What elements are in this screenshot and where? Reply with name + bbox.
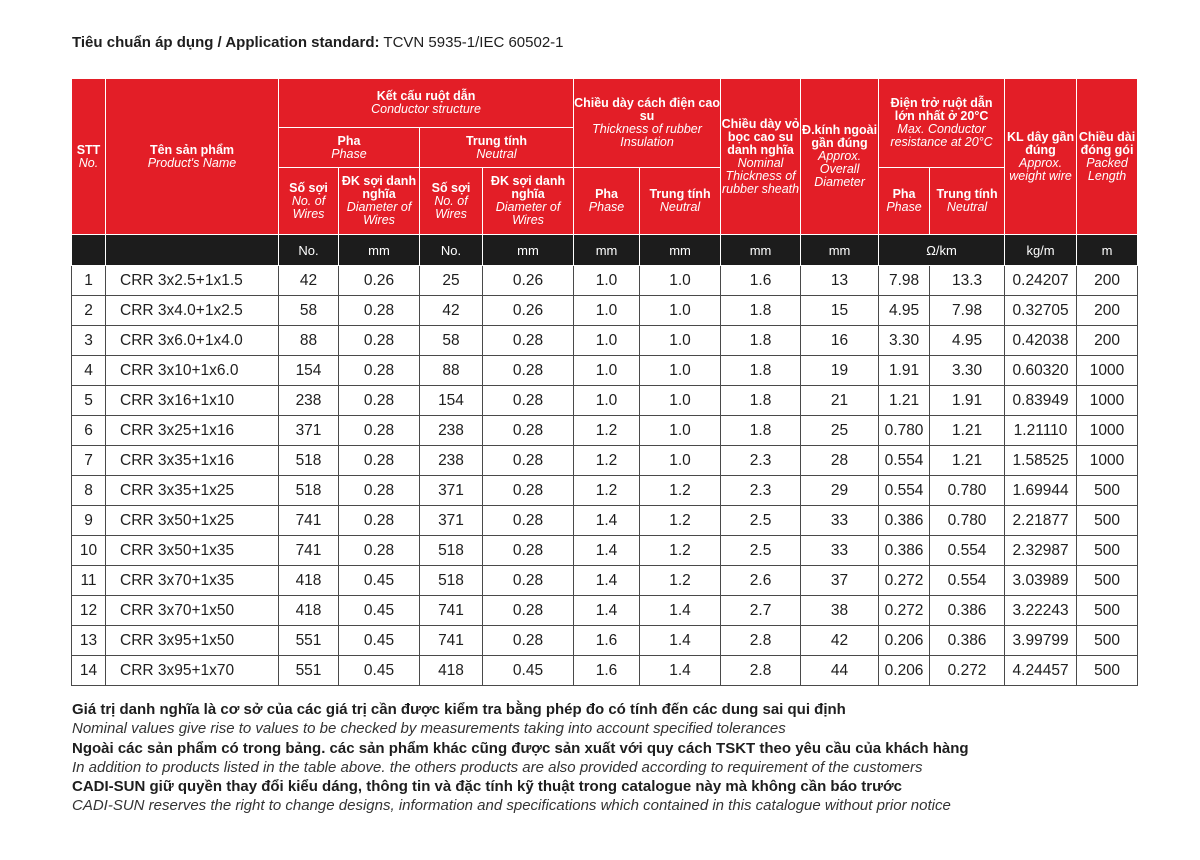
table-row [72,266,1138,296]
table-cell: 371 [420,476,483,506]
col-conductor-structure [279,79,574,128]
table-cell: 42 [420,296,483,326]
standard-value: TCVN 5935-1/IEC 60502-1 [383,34,564,51]
table-cell: 500 [1077,476,1138,506]
table-cell: 0.554 [930,536,1005,566]
table-row [72,506,1138,536]
table-cell: 2.7 [721,596,801,626]
res-phase-label: Pha [892,187,916,201]
product-name-cell: CRR 3x70+1x50 [106,596,279,626]
table-cell: 3.30 [930,356,1005,386]
table-cell: 1.4 [574,566,640,596]
neutral-label-en: Neutral [476,146,517,161]
table-row [72,386,1138,416]
table-cell: 1.8 [721,416,801,446]
phase-label: Pha [337,133,361,148]
table-row [72,536,1138,566]
col-product-name [106,79,279,235]
table-cell: 0.45 [339,656,420,686]
table-cell: 6 [72,416,106,446]
table-cell: 1.0 [640,386,721,416]
neutral-label: Trung tính [465,133,528,148]
unit-cell: mm [640,235,721,266]
specification-table [71,78,1138,686]
col-phase-wires [279,168,339,235]
table-cell: 2.6 [721,566,801,596]
unit-cell: kg/m [1005,235,1077,266]
resistance-label: Điện trở ruột dẫn lớn nhất ở 20°C [890,96,993,123]
unit-blank [72,235,106,266]
note-2-en: In addition to products listed in the table above. the others products are also provided according to requirement of the customers [72,758,923,776]
table-cell: 0.272 [879,596,930,626]
sheath-label-en: Nominal Thickness of rubber sheath [721,155,800,196]
table-cell: 33 [801,536,879,566]
table-cell: 418 [279,566,339,596]
table-cell: 1.4 [640,596,721,626]
footnotes [72,700,969,816]
table-cell: 0.28 [339,476,420,506]
table-cell: 58 [279,296,339,326]
table-cell: 1.21110 [1005,416,1077,446]
table-cell: 1000 [1077,356,1138,386]
col-overall-diameter [801,79,879,235]
table-cell: 1.6 [574,626,640,656]
table-cell: 1000 [1077,416,1138,446]
table-cell: 0.28 [483,476,574,506]
wires-label: Số sợi [289,180,328,195]
application-standard [72,34,564,51]
table-cell: 0.554 [879,446,930,476]
col-weight [1005,79,1077,235]
table-cell: 11 [72,566,106,596]
table-cell: 0.45 [339,566,420,596]
product-name-cell: CRR 3x50+1x35 [106,536,279,566]
table-cell: 28 [801,446,879,476]
table-cell: 1.8 [721,326,801,356]
product-name-cell: CRR 3x16+1x10 [106,386,279,416]
table-cell: 3.30 [879,326,930,356]
table-cell: 16 [801,326,879,356]
table-cell: 1.4 [640,656,721,686]
table-cell: 29 [801,476,879,506]
ins-phase-label-en: Phase [588,200,625,214]
col-phase-wire-diameter [339,168,420,235]
table-cell: 88 [279,326,339,356]
table-cell: 3.99799 [1005,626,1077,656]
table-cell: 0.206 [879,656,930,686]
name-label-en: Product's Name [147,155,237,170]
table-cell: 1.8 [721,296,801,326]
col-resistance-neutral [930,168,1005,235]
table-cell: 21 [801,386,879,416]
table-cell: 500 [1077,506,1138,536]
table-cell: 3.03989 [1005,566,1077,596]
table-cell: 1.0 [640,266,721,296]
col-sheath [721,79,801,235]
table-cell: 1.2 [574,446,640,476]
table-cell: 19 [801,356,879,386]
wires-label-en: No. of Wires [291,193,326,221]
table-cell: 518 [420,566,483,596]
table-cell: 0.780 [930,506,1005,536]
table-cell: 1.4 [574,536,640,566]
table-cell: 1.21 [930,446,1005,476]
table-cell: 4.95 [930,326,1005,356]
table-cell: 2.5 [721,536,801,566]
table-cell: 0.386 [930,596,1005,626]
table-cell: 0.26 [483,296,574,326]
table-row [72,326,1138,356]
table-cell: 1.6 [574,656,640,686]
table-cell: 0.28 [483,416,574,446]
table-cell: 25 [420,266,483,296]
wires-label-en: No. of Wires [434,193,468,221]
table-cell: 200 [1077,296,1138,326]
weight-label-en: Approx. weight wire [1009,155,1072,183]
table-cell: 0.28 [483,356,574,386]
table-cell: 0.45 [339,626,420,656]
table-row [72,656,1138,686]
table-cell: 0.554 [930,566,1005,596]
table-cell: 13 [72,626,106,656]
table-cell: 741 [279,536,339,566]
unit-cell: m [1077,235,1138,266]
table-cell: 15 [801,296,879,326]
table-cell: 0.206 [879,626,930,656]
table-cell: 13 [801,266,879,296]
product-name-cell: CRR 3x25+1x16 [106,416,279,446]
table-cell: 154 [279,356,339,386]
table-cell: 0.780 [879,416,930,446]
table-cell: 0.28 [483,386,574,416]
wire-diameter-label-en: Diameter of Wires [346,200,412,227]
ins-phase-label: Pha [595,187,618,201]
table-cell: 500 [1077,566,1138,596]
unit-cell: mm [721,235,801,266]
col-neutral-wire-diameter [483,168,574,235]
col-resistance-phase [879,168,930,235]
table-cell: 1.21 [879,386,930,416]
table-cell: 238 [420,446,483,476]
table-cell: 0.386 [879,536,930,566]
table-cell: 1000 [1077,386,1138,416]
table-cell: 1.4 [574,506,640,536]
table-cell: 1.0 [574,266,640,296]
table-cell: 0.272 [930,656,1005,686]
col-neutral-wires [420,168,483,235]
table-cell: 2.8 [721,656,801,686]
table-cell: 1.0 [640,356,721,386]
table-cell: 518 [420,536,483,566]
phase-label-en: Phase [331,146,367,161]
table-cell: 14 [72,656,106,686]
table-cell: 2.8 [721,626,801,656]
res-phase-label-en: Phase [886,200,922,214]
table-cell: 3.22243 [1005,596,1077,626]
table-cell: 1.58525 [1005,446,1077,476]
table-cell: 1.2 [640,476,721,506]
table-cell: 0.28 [483,326,574,356]
wires-label: Số sợi [431,180,471,195]
table-cell: 2.5 [721,506,801,536]
table-cell: 518 [279,446,339,476]
table-cell: 0.28 [339,536,420,566]
table-cell: 1.69944 [1005,476,1077,506]
unit-cell: mm [574,235,640,266]
unit-cell: Ω/km [879,235,1005,266]
table-cell: 418 [420,656,483,686]
table-cell: 10 [72,536,106,566]
table-cell: 0.28 [339,326,420,356]
table-row [72,296,1138,326]
table-cell: 3 [72,326,106,356]
table-cell: 9 [72,506,106,536]
table-cell: 1.0 [640,326,721,356]
col-insulation-neutral [640,168,721,235]
table-cell: 2.32987 [1005,536,1077,566]
table-cell: 500 [1077,536,1138,566]
note-1-vi: Giá trị danh nghĩa là cơ sở của các giá trị cần được kiểm tra bằng phép đo có tính đến các dung sai qui định [72,701,846,718]
table-cell: 1.0 [574,326,640,356]
length-label: Chiều dài đóng gói [1078,129,1136,157]
table-cell: 0.26 [339,266,420,296]
table-cell: 8 [72,476,106,506]
table-cell: 418 [279,596,339,626]
insulation-label-en: Thickness of rubber Insulation [592,122,702,149]
table-cell: 0.28 [339,416,420,446]
table-cell: 0.28 [483,596,574,626]
table-cell: 0.28 [483,536,574,566]
table-cell: 0.28 [483,566,574,596]
table-cell: 200 [1077,326,1138,356]
table-cell: 0.28 [483,626,574,656]
diameter-label-en: Approx. Overall Diameter [814,149,865,189]
note-1-en: Nominal values give rise to values to be checked by measurements taking into account specified tolerances [72,720,786,738]
table-cell: 2 [72,296,106,326]
table-cell: 0.554 [879,476,930,506]
weight-label: KL dây gần đúng [1006,129,1075,157]
table-cell: 0.28 [339,506,420,536]
product-name-cell: CRR 3x6.0+1x4.0 [106,326,279,356]
product-name-cell: CRR 3x35+1x25 [106,476,279,506]
col-insulation-phase [574,168,640,235]
table-cell: 7.98 [930,296,1005,326]
unit-cell: mm [339,235,420,266]
table-cell: 0.28 [339,386,420,416]
table-cell: 1.8 [721,386,801,416]
table-cell: 0.28 [483,506,574,536]
table-cell: 551 [279,626,339,656]
table-cell: 4 [72,356,106,386]
col-conductor-neutral [420,128,574,168]
table-row [72,626,1138,656]
table-cell: 2.3 [721,476,801,506]
res-neutral-label: Trung tính [936,187,998,201]
product-name-cell: CRR 3x35+1x16 [106,446,279,476]
table-body [72,266,1138,686]
table-cell: 2.21877 [1005,506,1077,536]
col-conductor-phase [279,128,420,168]
table-cell: 7 [72,446,106,476]
conductor-label-en: Conductor structure [371,102,481,116]
table-cell: 5 [72,386,106,416]
col-stt [72,79,106,235]
table-cell: 4.95 [879,296,930,326]
table-row [72,446,1138,476]
table-cell: 1.2 [640,566,721,596]
table-row [72,476,1138,506]
table-cell: 1.0 [640,296,721,326]
table-cell: 38 [801,596,879,626]
table-cell: 1.91 [930,386,1005,416]
unit-blank [106,235,279,266]
table-cell: 1.2 [640,506,721,536]
table-cell: 1.6 [721,266,801,296]
product-name-cell: CRR 3x50+1x25 [106,506,279,536]
table-cell: 0.32705 [1005,296,1077,326]
unit-cell: mm [483,235,574,266]
note-3-en: CADI-SUN reserves the right to change designs, information and specifications which contained in this catalogue without prior notice [72,797,951,815]
table-cell: 58 [420,326,483,356]
table-cell: 371 [279,416,339,446]
res-neutral-label-en: Neutral [946,200,988,214]
table-cell: 0.28 [339,446,420,476]
table-cell: 37 [801,566,879,596]
table-cell: 44 [801,656,879,686]
table-cell: 1.2 [640,536,721,566]
insulation-label: Chiều dày cách điện cao su [574,96,720,123]
product-name-cell: CRR 3x2.5+1x1.5 [106,266,279,296]
diameter-label: Đ.kính ngoài gần đúng [802,123,878,150]
length-label-en: Packed Length [1086,155,1128,183]
standard-label: Tiêu chuẩn áp dụng / Application standard: [72,34,380,51]
table-cell: 0.26 [483,266,574,296]
table-cell: 238 [279,386,339,416]
table-cell: 200 [1077,266,1138,296]
table-cell: 33 [801,506,879,536]
table-cell: 1.0 [574,386,640,416]
note-2-vi: Ngoài các sản phẩm có trong bảng. các sản phẩm khác cũng được sản xuất với quy cách TSKT theo yêu cầu của khách hàng [72,739,969,757]
note-3-vi: CADI-SUN giữ quyền thay đổi kiểu dáng, thông tin và đặc tính kỹ thuật trong catalogue này mà không cần báo trước [72,778,902,796]
wire-diameter-label-en: Diameter of Wires [495,200,561,227]
table-cell: 741 [420,596,483,626]
unit-cell: No. [420,235,483,266]
table-row [72,596,1138,626]
table-cell: 1.2 [574,416,640,446]
table-row [72,416,1138,446]
col-insulation [574,79,721,168]
table-cell: 741 [279,506,339,536]
table-cell: 551 [279,656,339,686]
table-cell: 518 [279,476,339,506]
wire-diameter-label: ĐK sợi danh nghĩa [341,174,417,201]
table-cell: 0.24207 [1005,266,1077,296]
table-cell: 1000 [1077,446,1138,476]
table-cell: 12 [72,596,106,626]
table-cell: 154 [420,386,483,416]
table-cell: 1.0 [640,446,721,476]
name-label: Tên sản phẩm [149,142,235,157]
product-name-cell: CRR 3x4.0+1x2.5 [106,296,279,326]
ins-neutral-label-en: Neutral [659,200,701,214]
product-name-cell: CRR 3x70+1x35 [106,566,279,596]
table-cell: 4.24457 [1005,656,1077,686]
table-cell: 0.42038 [1005,326,1077,356]
unit-cell: No. [279,235,339,266]
table-cell: 0.28 [483,446,574,476]
table-cell: 0.45 [339,596,420,626]
col-packed-length [1077,79,1138,235]
table-cell: 1.21 [930,416,1005,446]
sheath-label: Chiều dày vỏ bọc cao su danh nghĩa [721,116,800,157]
table-cell: 0.780 [930,476,1005,506]
table-cell: 1.91 [879,356,930,386]
table-row [72,566,1138,596]
table-cell: 1.4 [640,626,721,656]
product-name-cell: CRR 3x95+1x50 [106,626,279,656]
table-cell: 1.0 [640,416,721,446]
table-cell: 238 [420,416,483,446]
col-resistance [879,79,1005,168]
table-cell: 42 [801,626,879,656]
table-cell: 500 [1077,626,1138,656]
table-cell: 7.98 [879,266,930,296]
unit-cell: mm [801,235,879,266]
conductor-label: Kết cấu ruột dẫn [376,89,476,103]
table-cell: 741 [420,626,483,656]
product-name-cell: CRR 3x10+1x6.0 [106,356,279,386]
resistance-label-en: Max. Conductor resistance at 20°C [890,122,993,149]
table-cell: 2.3 [721,446,801,476]
table-cell: 25 [801,416,879,446]
table-cell: 500 [1077,656,1138,686]
table-cell: 0.386 [879,506,930,536]
table-cell: 1 [72,266,106,296]
table-cell: 0.386 [930,626,1005,656]
ins-neutral-label: Trung tính [649,187,711,201]
table-cell: 0.45 [483,656,574,686]
table-cell: 0.60320 [1005,356,1077,386]
stt-label-en: No. [78,155,99,170]
table-cell: 42 [279,266,339,296]
table-cell: 0.28 [339,356,420,386]
table-cell: 371 [420,506,483,536]
units-row [72,235,1138,266]
table-cell: 500 [1077,596,1138,626]
table-cell: 13.3 [930,266,1005,296]
table-cell: 1.2 [574,476,640,506]
table-row [72,356,1138,386]
wire-diameter-label: ĐK sợi danh nghĩa [490,174,566,201]
table-cell: 1.8 [721,356,801,386]
table-cell: 1.0 [574,296,640,326]
table-cell: 88 [420,356,483,386]
table-cell: 1.0 [574,356,640,386]
table-cell: 0.272 [879,566,930,596]
table-cell: 0.28 [339,296,420,326]
product-name-cell: CRR 3x95+1x70 [106,656,279,686]
table-cell: 0.83949 [1005,386,1077,416]
table-cell: 1.4 [574,596,640,626]
stt-label: STT [76,142,101,157]
